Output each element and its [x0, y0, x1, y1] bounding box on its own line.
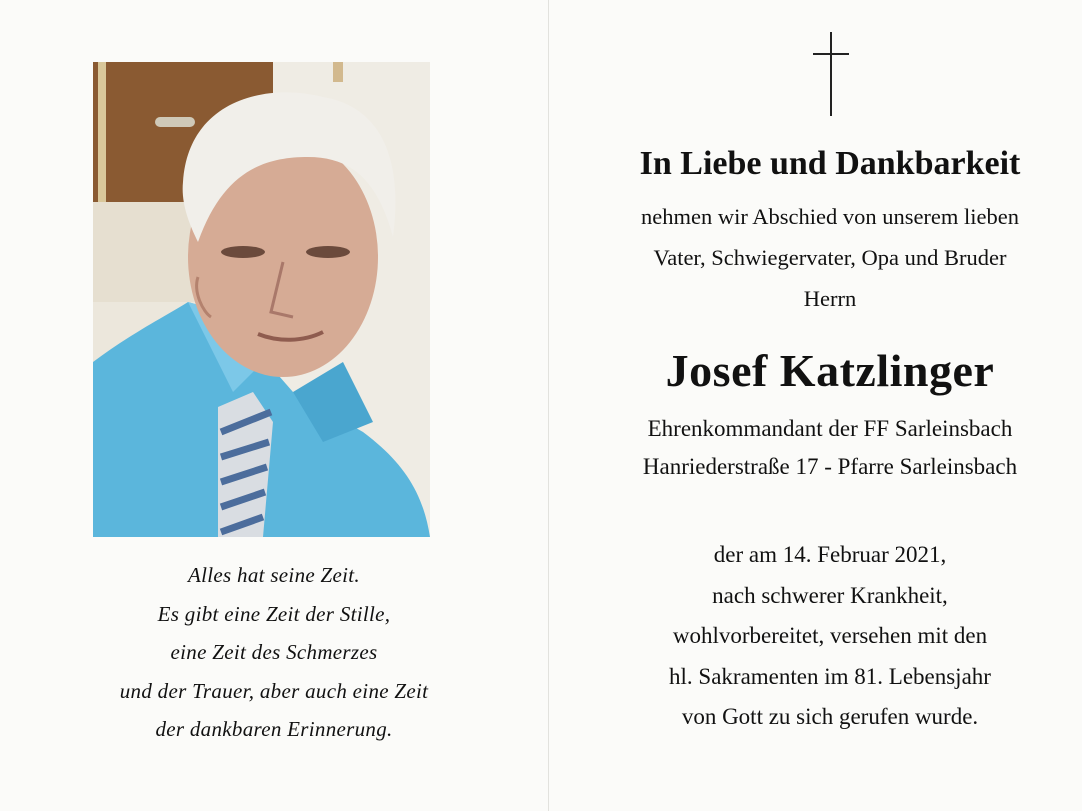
verse-line: der dankbaren Erinnerung.	[155, 717, 393, 741]
title-line: Ehrenkommandant der FF Sarleinsbach	[647, 416, 1013, 441]
address-line: Hanriederstraße 17 - Pfarre Sarleinsbach	[642, 454, 1018, 479]
details-line: hl. Sakramenten im 81. Lebensjahr	[669, 663, 991, 689]
details-block	[580, 535, 1080, 738]
verse-line: Es gibt eine Zeit der Stille,	[157, 601, 391, 626]
titles-block	[580, 410, 1080, 486]
details-line: der am 14. Februar 2021,	[713, 542, 947, 567]
deceased-name: Josef Katzlinger	[665, 345, 995, 396]
heading: In Liebe und Dankbarkeit	[639, 145, 1021, 182]
intro-line: Vater, Schwiegervater, Opa und Bruder	[653, 245, 1007, 270]
cross-icon	[813, 32, 849, 116]
verse-line: Alles hat seine Zeit.	[188, 563, 360, 587]
verse-line: und der Trauer, aber auch eine Zeit	[119, 678, 429, 703]
intro-line: nehmen wir Abschied von unserem lieben	[640, 204, 1020, 229]
verse-line: eine Zeit des Schmerzes	[170, 640, 378, 664]
verse-block	[40, 556, 508, 749]
intro-block	[580, 196, 1080, 319]
details-line: nach schwerer Krankheit,	[712, 582, 948, 608]
details-line: wohlvorbereitet, versehen mit den	[672, 623, 988, 648]
details-line: von Gott zu sich gerufen wurde.	[681, 704, 979, 729]
portrait-photo	[93, 62, 430, 537]
intro-line: Herrn	[803, 286, 857, 311]
